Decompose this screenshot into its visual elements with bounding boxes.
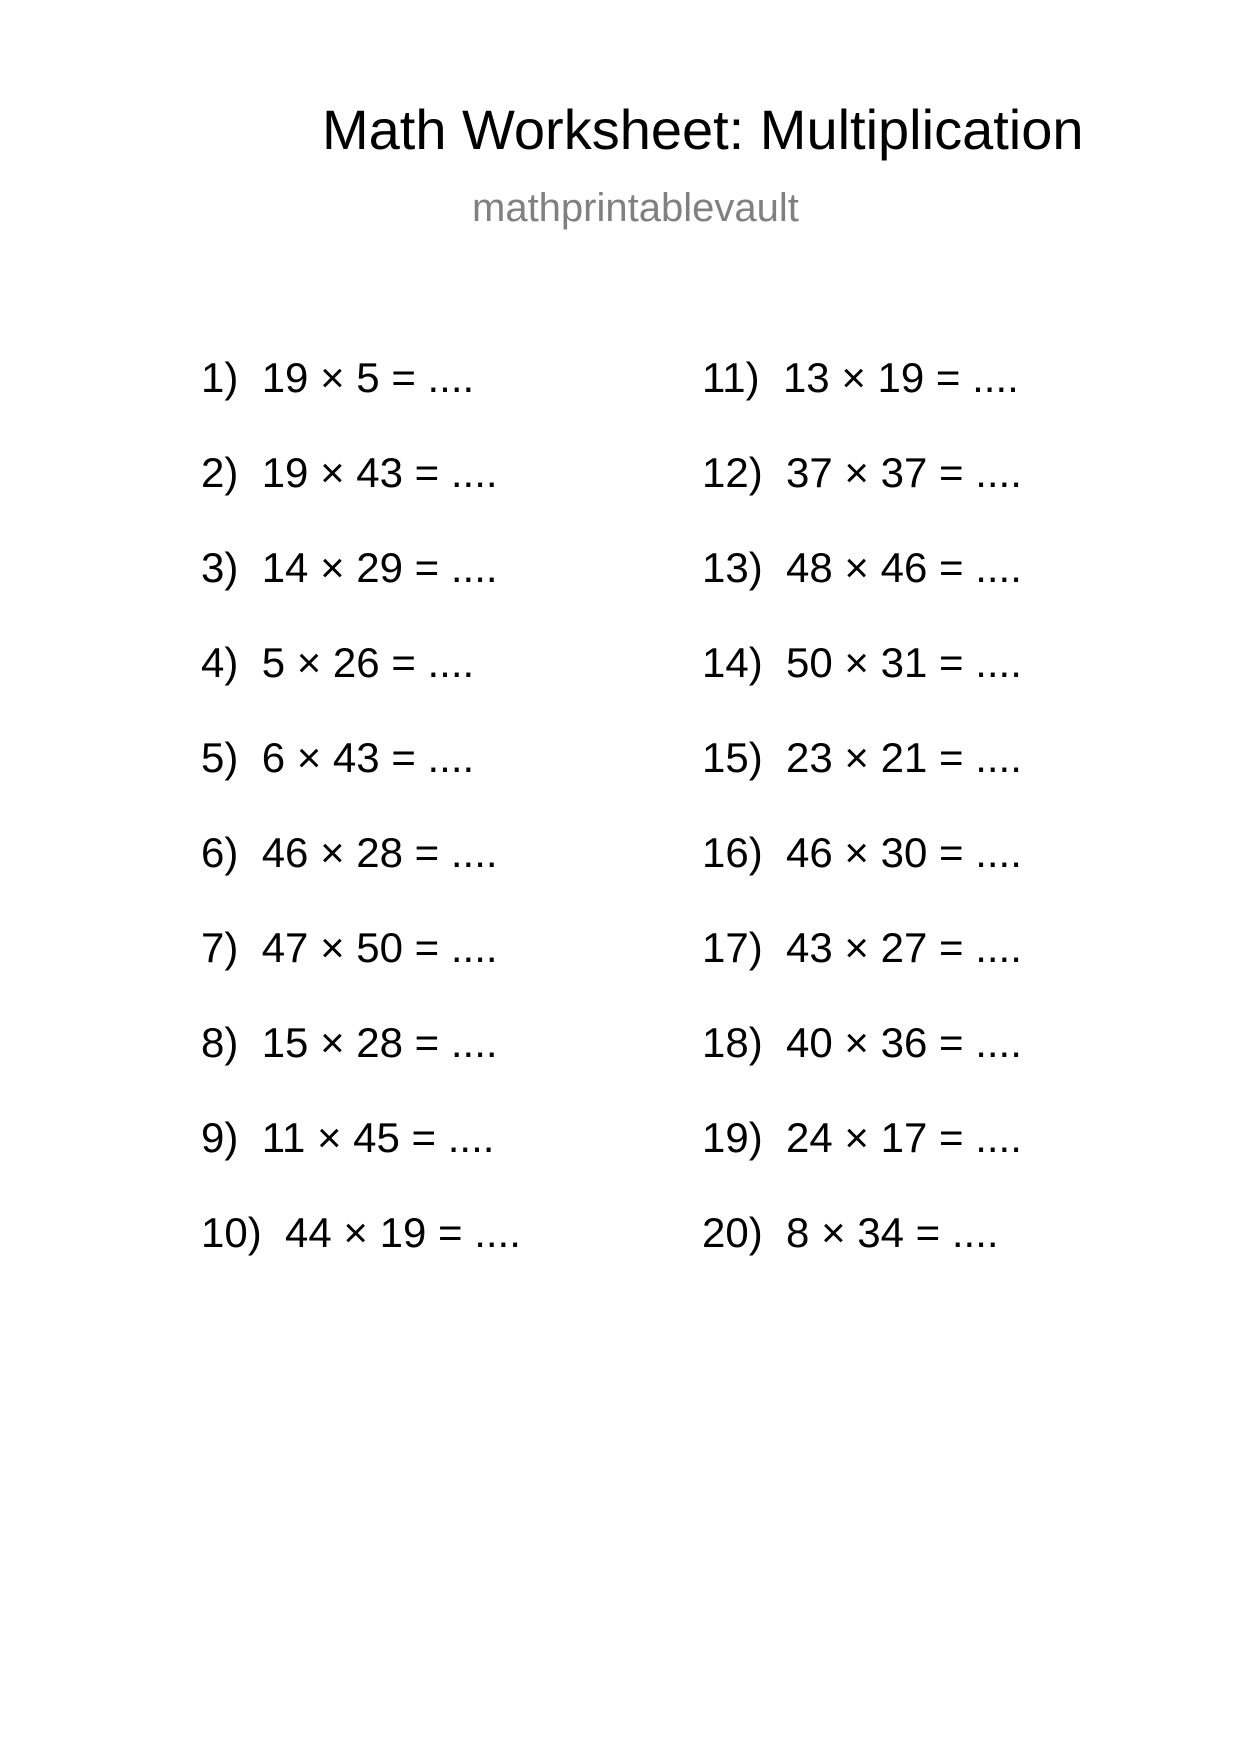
problem-expression: 15 × 28 = ....: [261, 1019, 498, 1066]
problem-item: [201, 823, 681, 918]
problem-number: 9): [201, 1114, 239, 1161]
problem-expression: 50 × 31 = ....: [786, 639, 1022, 686]
problem-item: [702, 633, 1182, 728]
problem-item: [702, 728, 1182, 823]
problem-item: [702, 823, 1182, 918]
problem-number: 3): [201, 544, 239, 591]
problem-number: 16): [702, 829, 763, 876]
page-subtitle: mathprintablevault: [472, 186, 799, 230]
page-title: Math Worksheet: Multiplication: [322, 98, 1084, 161]
problem-column-left: [201, 348, 681, 1298]
problem-expression: 37 × 37 = ....: [786, 449, 1022, 496]
problem-expression: 44 × 19 = ....: [285, 1209, 521, 1256]
problem-expression: 43 × 27 = ....: [786, 924, 1022, 971]
problem-item: [201, 1013, 681, 1108]
problem-number: 19): [702, 1114, 763, 1161]
problem-expression: 46 × 30 = ....: [786, 829, 1022, 876]
problem-expression: 40 × 36 = ....: [786, 1019, 1022, 1066]
problem-number: 14): [702, 639, 763, 686]
problem-item: [702, 443, 1182, 538]
problem-item: [702, 348, 1182, 443]
problem-number: 6): [201, 829, 239, 876]
problem-number: 17): [702, 924, 763, 971]
problem-item: [201, 443, 681, 538]
problem-expression: 19 × 5 = ....: [261, 354, 475, 401]
problem-item: [702, 1108, 1182, 1203]
problem-number: 15): [702, 734, 763, 781]
problem-expression: 46 × 28 = ....: [261, 829, 498, 876]
problem-item: [702, 1013, 1182, 1108]
problem-item: [702, 918, 1182, 1013]
problem-expression: 14 × 29 = ....: [261, 544, 498, 591]
problem-item: [201, 1108, 681, 1203]
problem-number: 1): [201, 354, 239, 401]
problem-expression: 5 × 26 = ....: [261, 639, 475, 686]
problem-number: 5): [201, 734, 239, 781]
problem-number: 2): [201, 449, 239, 496]
problem-expression: 48 × 46 = ....: [786, 544, 1022, 591]
problem-number: 4): [201, 639, 239, 686]
problem-expression: 24 × 17 = ....: [786, 1114, 1022, 1161]
problem-item: [201, 728, 681, 823]
problem-item: [201, 348, 681, 443]
problem-number: 13): [702, 544, 763, 591]
problem-item: [201, 918, 681, 1013]
problem-expression: 19 × 43 = ....: [261, 449, 498, 496]
problem-number: 7): [201, 924, 239, 971]
problem-item: [702, 538, 1182, 633]
problem-number: 12): [702, 449, 763, 496]
problem-number: 11): [702, 354, 760, 401]
problem-item: [201, 633, 681, 728]
problem-number: 8): [201, 1019, 239, 1066]
problem-number: 18): [702, 1019, 763, 1066]
problem-number: 10): [201, 1209, 262, 1256]
problem-item: [201, 1203, 681, 1298]
problem-expression: 47 × 50 = ....: [261, 924, 498, 971]
problem-expression: 13 × 19 = ....: [782, 354, 1019, 401]
problem-number: 20): [702, 1209, 763, 1256]
problem-expression: 23 × 21 = ....: [786, 734, 1022, 781]
problem-expression: 6 × 43 = ....: [261, 734, 475, 781]
problem-expression: 8 × 34 = ....: [786, 1209, 999, 1256]
problem-item: [702, 1203, 1182, 1298]
problem-column-right: [702, 348, 1182, 1298]
problem-expression: 11 × 45 = ....: [261, 1114, 495, 1161]
problem-item: [201, 538, 681, 633]
